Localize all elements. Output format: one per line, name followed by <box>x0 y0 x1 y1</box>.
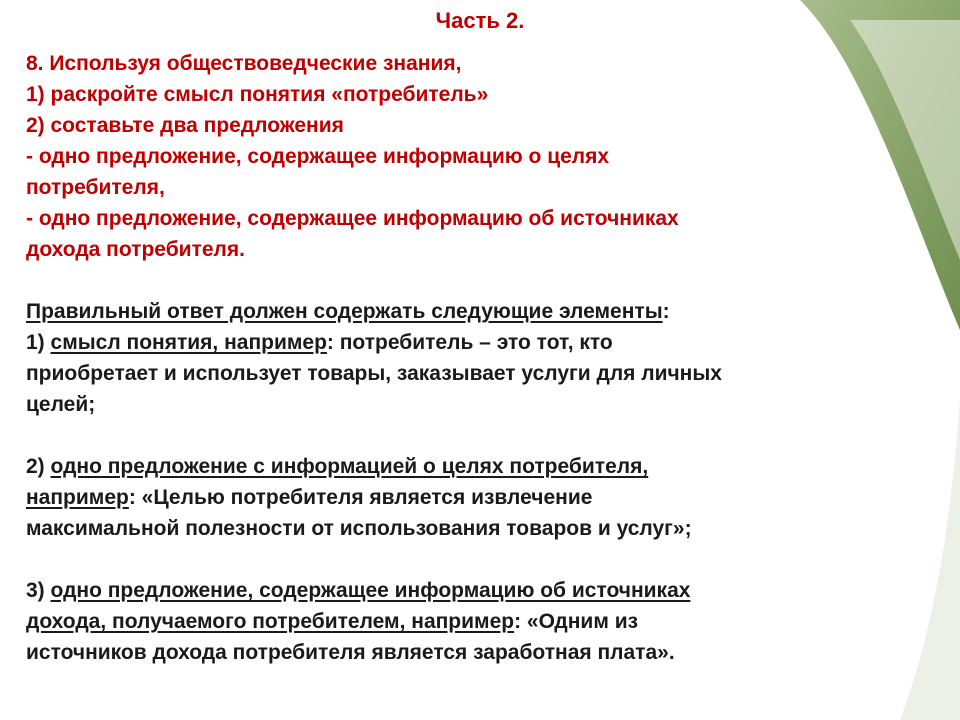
slide-title: Часть 2. <box>435 8 525 33</box>
question-line: 8. Используя обществоведческие знания, <box>26 52 462 75</box>
answer-item-3-line-1 <box>26 575 906 606</box>
item-number: 1) <box>26 331 51 354</box>
answer-header <box>26 296 906 327</box>
answer-header-label: Правильный ответ должен содержать следующие элементы <box>26 300 663 323</box>
question-line: - одно предложение, содержащее информацию об источниках <box>26 207 679 230</box>
question-line: 2) составьте два предложения <box>26 114 344 137</box>
item-3-text: : «Одним из <box>514 610 639 633</box>
item-2-label-cont: например <box>26 486 129 509</box>
item-number: 3) <box>26 579 51 602</box>
question-line: - одно предложение, содержащее информацию о целях <box>26 145 610 168</box>
answer-item-2-line-3: максимальной полезности от использования товаров и услуг»; <box>26 517 692 540</box>
answer-item-2-line-2 <box>26 482 906 513</box>
question-line: дохода потребителя. <box>26 238 245 261</box>
item-number: 2) <box>26 455 51 478</box>
answer-item-2-line-1 <box>26 451 906 482</box>
item-3-label-cont: дохода, получаемого потребителем, например <box>26 610 515 633</box>
answer-item-1-line-3: целей; <box>26 393 96 416</box>
question-line: потребителя, <box>26 176 165 199</box>
slide-content <box>26 48 906 668</box>
answer-block <box>26 296 906 668</box>
item-1-label: смысл понятия, например <box>50 331 327 354</box>
item-2-label: одно предложение с информацией о целях потребителя, <box>50 455 649 478</box>
question-line: 1) раскройте смысл понятия «потребитель» <box>26 83 489 106</box>
answer-item-3-line-2 <box>26 606 906 637</box>
answer-item-1-line-1 <box>26 327 906 358</box>
item-1-text: : потребитель – это тот, кто <box>326 331 613 354</box>
answer-item-3-line-3: источников дохода потребителя является заработная плата». <box>26 641 675 664</box>
answer-item-1-line-2: приобретает и использует товары, заказывает услуги для личных <box>26 362 722 385</box>
answer-header-suffix: : <box>662 300 670 323</box>
item-2-text: : «Целью потребителя является извлечение <box>128 486 593 509</box>
question-block <box>26 48 906 265</box>
item-3-label: одно предложение, содержащее информацию об источниках <box>50 579 691 602</box>
